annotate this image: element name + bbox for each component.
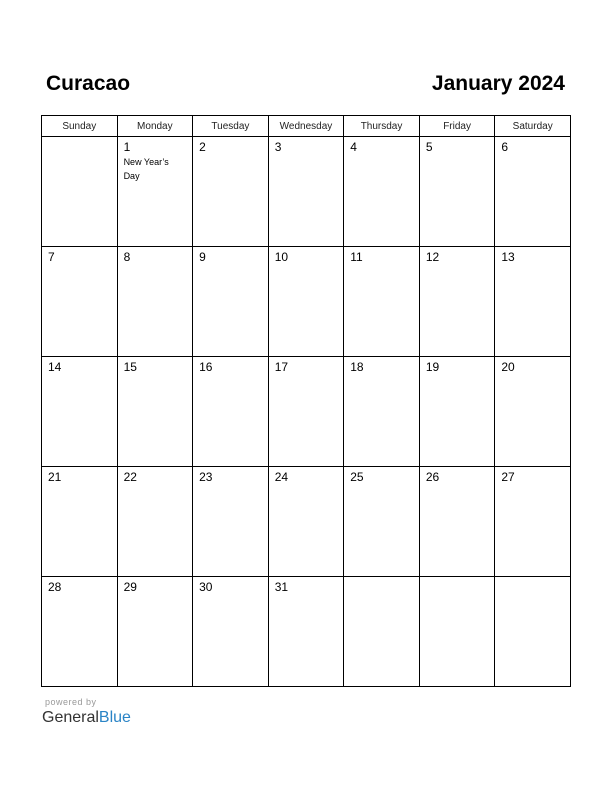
day-cell xyxy=(495,357,571,467)
day-cell xyxy=(344,357,420,467)
day-number: 11 xyxy=(350,250,363,264)
day-number: 23 xyxy=(199,470,213,484)
holiday-label: New Year’s Day xyxy=(123,157,169,181)
day-cell xyxy=(495,247,571,357)
day-cell xyxy=(117,357,193,467)
day-cell xyxy=(193,247,269,357)
day-number: 18 xyxy=(350,360,364,374)
day-number: 29 xyxy=(123,580,137,594)
weekday-tuesday: Tuesday xyxy=(193,116,269,137)
day-number: 27 xyxy=(501,470,515,484)
day-number: 15 xyxy=(123,360,137,374)
day-cell xyxy=(419,137,495,247)
day-number: 7 xyxy=(48,250,55,264)
day-cell xyxy=(268,467,344,577)
day-cell xyxy=(117,247,193,357)
day-number: 26 xyxy=(425,470,440,484)
day-cell xyxy=(344,467,420,577)
weekday-sunday: Sunday xyxy=(42,116,118,137)
calendar-grid xyxy=(41,115,571,687)
day-number: 14 xyxy=(48,360,62,374)
day-cell xyxy=(344,577,420,687)
day-number xyxy=(42,137,117,140)
day-number: 19 xyxy=(425,360,440,374)
day-cell xyxy=(42,467,118,577)
day-number: 22 xyxy=(123,470,137,484)
week-row xyxy=(42,247,571,357)
day-number: 2 xyxy=(199,140,206,154)
powered-by-label: powered by xyxy=(45,697,97,707)
day-cell xyxy=(42,357,118,467)
day-cell xyxy=(495,467,571,577)
day-number: 28 xyxy=(48,580,62,594)
weekday-friday: Friday xyxy=(419,116,495,137)
day-cell xyxy=(495,137,571,247)
day-number: 13 xyxy=(501,250,515,264)
day-cell xyxy=(268,357,344,467)
day-cell xyxy=(419,357,495,467)
day-cell xyxy=(268,137,344,247)
weekday-saturday: Saturday xyxy=(495,116,571,137)
day-number: 4 xyxy=(350,140,357,154)
day-cell xyxy=(268,577,344,687)
day-number: 16 xyxy=(199,360,213,374)
day-number: 31 xyxy=(274,580,289,594)
month-title: January 2024 xyxy=(431,72,565,95)
day-cell xyxy=(419,467,495,577)
day-number: 20 xyxy=(501,360,515,374)
day-cell xyxy=(42,247,118,357)
generalblue-logo xyxy=(42,708,131,728)
weekday-header-row xyxy=(42,116,571,137)
day-number: 6 xyxy=(501,140,509,154)
day-number xyxy=(344,577,419,580)
day-number xyxy=(420,577,495,580)
day-cell xyxy=(117,577,193,687)
day-cell xyxy=(268,247,344,357)
weekday-monday: Monday xyxy=(117,116,193,137)
day-cell xyxy=(419,247,495,357)
day-number: 5 xyxy=(425,140,433,154)
day-cell xyxy=(193,137,269,247)
week-row xyxy=(42,137,571,247)
weekday-wednesday: Wednesday xyxy=(268,116,344,137)
day-number: 9 xyxy=(199,250,206,264)
day-number: 3 xyxy=(274,140,282,154)
brand-text-blue: Blue xyxy=(98,709,131,726)
day-cell xyxy=(193,357,269,467)
day-cell xyxy=(42,137,118,247)
day-cell xyxy=(495,577,571,687)
week-row xyxy=(42,467,571,577)
day-cell xyxy=(117,467,193,577)
day-cell xyxy=(193,577,269,687)
day-number xyxy=(495,577,570,580)
day-cell xyxy=(193,467,269,577)
day-number: 1 xyxy=(123,140,131,154)
weekday-thursday: Thursday xyxy=(344,116,420,137)
day-cell xyxy=(344,247,420,357)
day-number: 24 xyxy=(274,470,289,484)
brand-text-general: General xyxy=(42,709,99,726)
day-number: 17 xyxy=(274,360,289,374)
country-title: Curacao xyxy=(46,72,131,95)
day-cell xyxy=(117,137,193,247)
day-number: 21 xyxy=(48,470,62,484)
week-row xyxy=(42,577,571,687)
week-row xyxy=(42,357,571,467)
day-cell xyxy=(42,577,118,687)
day-number: 10 xyxy=(274,250,289,264)
day-number: 8 xyxy=(123,250,131,264)
day-number: 30 xyxy=(199,580,213,594)
day-cell xyxy=(419,577,495,687)
day-number: 12 xyxy=(425,250,440,264)
day-cell xyxy=(344,137,420,247)
day-number: 25 xyxy=(350,470,364,484)
